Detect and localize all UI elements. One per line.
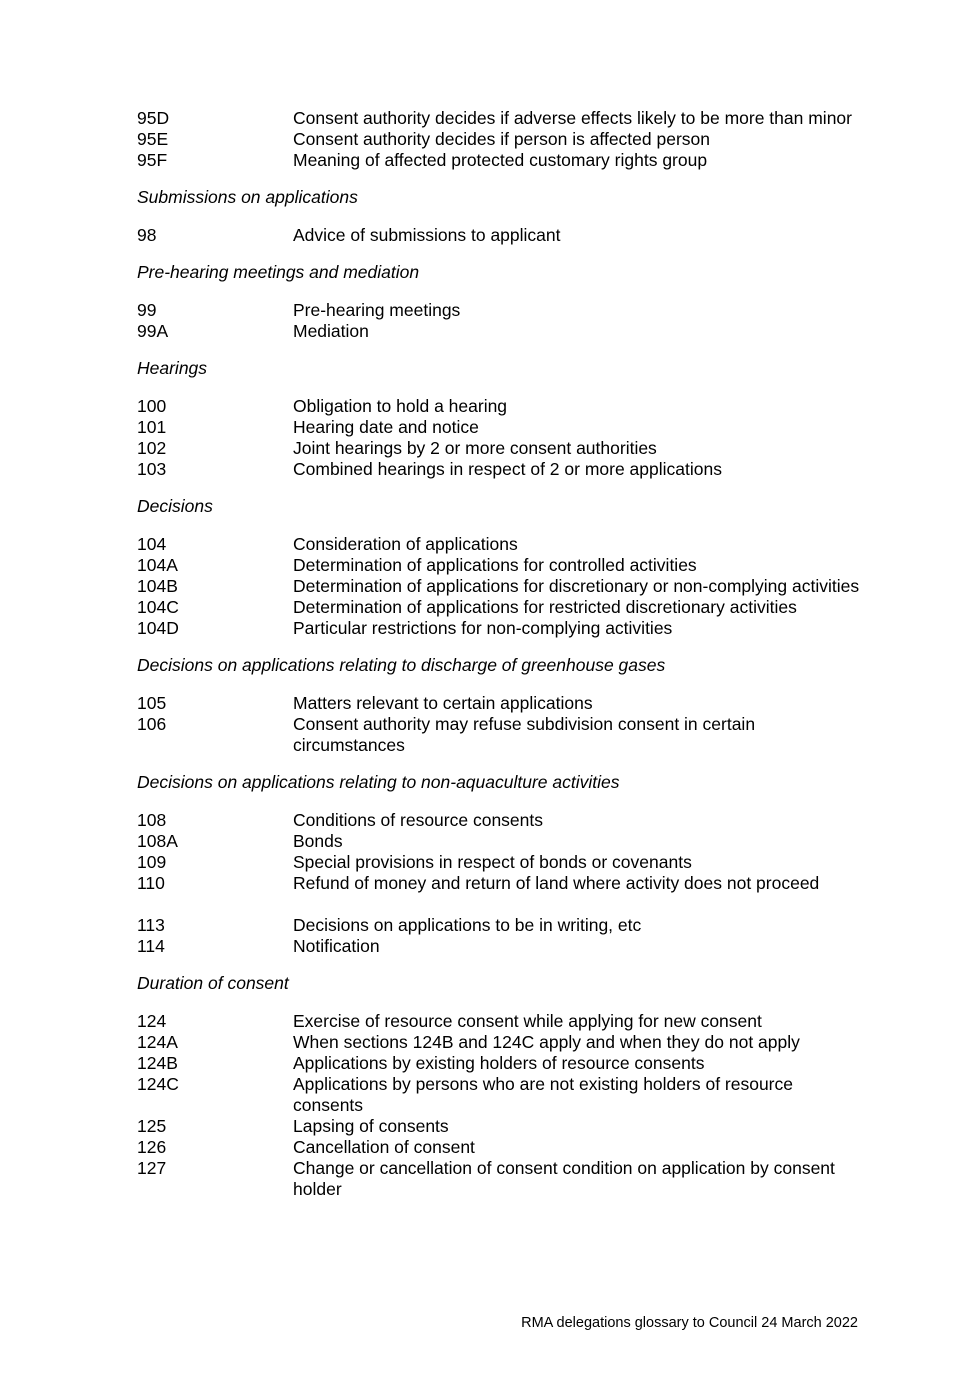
section-row	[137, 618, 867, 639]
section-row	[137, 915, 867, 936]
section-title: Consent authority decides if adverse effects likely to be more than minor	[293, 108, 852, 128]
section-group	[137, 1011, 867, 1200]
section-title: Determination of applications for discretionary or non-complying activities	[293, 576, 860, 596]
section-row	[137, 438, 867, 459]
section-row	[137, 150, 867, 171]
section-group	[137, 225, 867, 246]
section-group	[137, 300, 867, 342]
section-title: Bonds	[293, 831, 343, 851]
section-row	[137, 1032, 867, 1053]
section-number: 95D	[137, 108, 170, 128]
page-footer: RMA delegations glossary to Council 24 March 2022	[521, 1315, 858, 1331]
section-title: Notification	[293, 936, 380, 956]
section-title: Advice of submissions to applicant	[293, 225, 561, 245]
section	[137, 262, 867, 342]
section-row	[137, 129, 867, 150]
section-group	[137, 108, 867, 171]
section-title: Applications by persons who are not existing holders of resource consents	[293, 1074, 793, 1115]
section-number: 99A	[137, 321, 169, 341]
section-row	[137, 1137, 867, 1158]
section-number: 126	[137, 1137, 167, 1157]
section-number: 113	[137, 915, 165, 935]
section-number: 124B	[137, 1053, 178, 1073]
section-title: Conditions of resource consents	[293, 810, 543, 830]
section	[137, 655, 867, 756]
section-title: Lapsing of consents	[293, 1116, 449, 1136]
glossary-content	[137, 108, 867, 1200]
section-row	[137, 1116, 867, 1137]
section-row	[137, 873, 867, 894]
section-title: Meaning of affected protected customary rights group	[293, 150, 708, 170]
section-title: Pre-hearing meetings	[293, 300, 461, 320]
section-title: Particular restrictions for non-complying activities	[293, 618, 673, 638]
section-title: Cancellation of consent	[293, 1137, 475, 1157]
section-row	[137, 417, 867, 438]
section-title: Refund of money and return of land where activity does not proceed	[293, 873, 820, 893]
section	[137, 496, 867, 639]
section-title: Consideration of applications	[293, 534, 518, 554]
section-number: 125	[137, 1116, 167, 1136]
section-title: Applications by existing holders of resource consents	[293, 1053, 705, 1073]
section-row	[137, 108, 867, 129]
section-number: 104A	[137, 555, 178, 575]
section-number: 101	[137, 417, 167, 437]
section	[137, 973, 867, 1200]
section-number: 108	[137, 810, 167, 830]
section-title: Mediation	[293, 321, 369, 341]
section-heading: Decisions on applications relating to discharge of greenhouse gases	[137, 655, 666, 675]
section-row	[137, 831, 867, 852]
section-number: 108A	[137, 831, 178, 851]
section-heading: Submissions on applications	[137, 187, 358, 207]
section-row	[137, 852, 867, 873]
section-group	[137, 534, 867, 639]
section-title: Special provisions in respect of bonds or covenants	[293, 852, 692, 872]
section-title: Determination of applications for controlled activities	[293, 555, 697, 575]
section-row	[137, 534, 867, 555]
section-title: Obligation to hold a hearing	[293, 396, 508, 416]
section-title: Consent authority decides if person is affected person	[293, 129, 711, 149]
section-heading: Decisions	[137, 496, 213, 516]
section	[137, 772, 867, 957]
section-number: 103	[137, 459, 167, 479]
section-title: When sections 124B and 124C apply and when they do not apply	[293, 1032, 800, 1052]
section-heading: Hearings	[137, 358, 208, 378]
section-row	[137, 1053, 867, 1074]
section-title: Matters relevant to certain applications	[293, 693, 593, 713]
section-number: 105	[137, 693, 167, 713]
section-row	[137, 576, 867, 597]
section-title: Determination of applications for restricted discretionary activities	[293, 597, 797, 617]
section-row	[137, 1158, 867, 1200]
section-number: 104D	[137, 618, 179, 638]
section-heading: Pre-hearing meetings and mediation	[137, 262, 420, 282]
section-number: 99	[137, 300, 157, 320]
section-number: 106	[137, 714, 167, 734]
section-group	[137, 810, 867, 894]
section-row	[137, 1074, 867, 1116]
section-number: 124	[137, 1011, 167, 1031]
section-title: Combined hearings in respect of 2 or more applications	[293, 459, 722, 479]
section-number: 95F	[137, 150, 168, 170]
section-title: Change or cancellation of consent condition on application by consent holder	[293, 1158, 835, 1199]
section-heading: Duration of consent	[137, 973, 289, 993]
section-number: 104C	[137, 597, 179, 617]
section-title: Exercise of resource consent while applying for new consent	[293, 1011, 762, 1031]
section-number: 124A	[137, 1032, 178, 1052]
section-number: 95E	[137, 129, 169, 149]
section-number: 124C	[137, 1074, 179, 1094]
section-number: 100	[137, 396, 167, 416]
section-number: 104	[137, 534, 167, 554]
section-number: 102	[137, 438, 167, 458]
section-number: 104B	[137, 576, 178, 596]
section-row	[137, 1011, 867, 1032]
section-heading: Decisions on applications relating to non-aquaculture activities	[137, 772, 620, 792]
section-number: 114	[137, 936, 165, 956]
section-row	[137, 810, 867, 831]
section-group	[137, 693, 867, 756]
section-row	[137, 300, 867, 321]
section-group	[137, 396, 867, 480]
section-number: 127	[137, 1158, 167, 1178]
section-number: 109	[137, 852, 167, 872]
section	[137, 108, 867, 171]
section-row	[137, 693, 867, 714]
section-title: Joint hearings by 2 or more consent authorities	[293, 438, 657, 458]
section-row	[137, 597, 867, 618]
section-number: 110	[137, 873, 165, 893]
section-row	[137, 936, 867, 957]
section-row	[137, 396, 867, 417]
section-title: Hearing date and notice	[293, 417, 479, 437]
section-group	[137, 915, 867, 957]
section	[137, 358, 867, 480]
section-number: 98	[137, 225, 157, 245]
section-row	[137, 555, 867, 576]
section-row	[137, 321, 867, 342]
section-title: Consent authority may refuse subdivision consent in certain circumstances	[293, 714, 756, 755]
section-row	[137, 225, 867, 246]
section-title: Decisions on applications to be in writing, etc	[293, 915, 642, 935]
section	[137, 187, 867, 246]
section-row	[137, 459, 867, 480]
section-row	[137, 714, 867, 756]
